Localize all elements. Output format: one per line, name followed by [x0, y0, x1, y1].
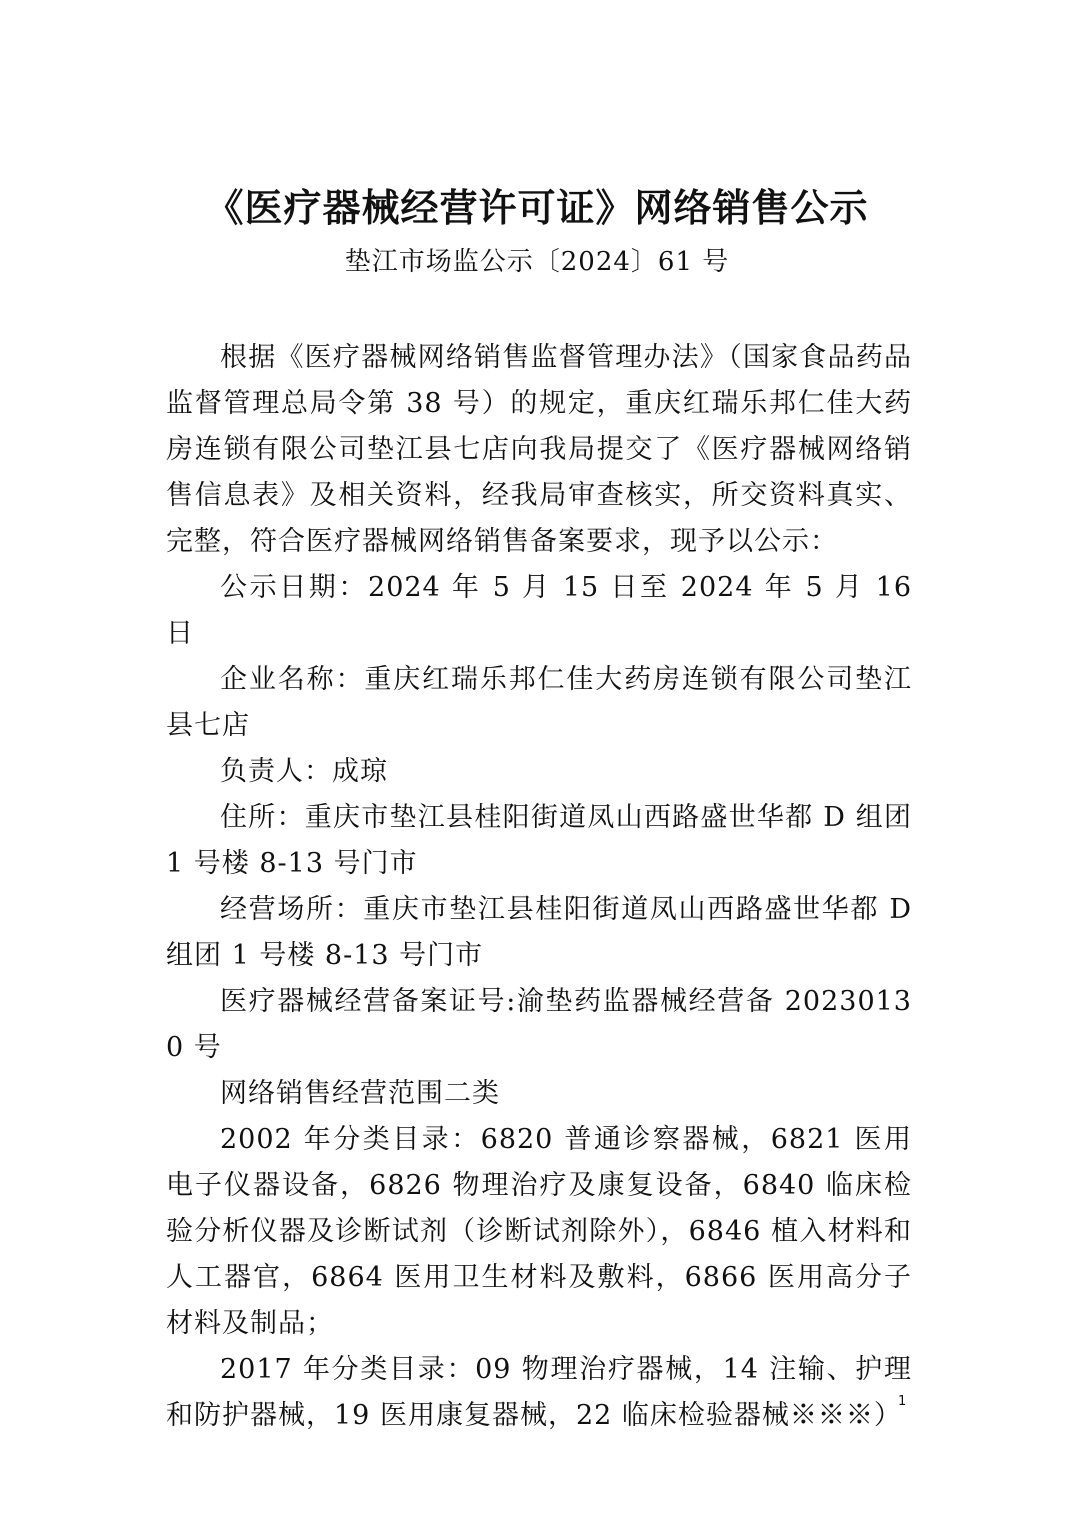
catalog-2002: 2002 年分类目录：6820 普通诊察器械，6821 医用电子仪器设备，6826 物理治疗及康复设备，6840 临床检验分析仪器及诊断试剂（诊断试剂除外），6846 植入材料和人工器官，6864 医用卫生材料及敷料，6866 医用高分子材料及制品；: [166, 1124, 912, 1339]
filing-certificate-number: 医疗器械经营备案证号:渝垫药监器械经营备 20230130 号: [166, 986, 912, 1063]
business-premises: 经营场所：重庆市垫江县桂阳街道凤山西路盛世华都 D 组团 1 号楼 8-13 号门市: [166, 894, 912, 971]
catalog-2017: 2017 年分类目录：09 物理治疗器械，14 注输、护理和防护器械，19 医用康复器械，22 临床检验器械※※※）: [166, 1354, 912, 1431]
responsible-person: 负责人：成琼: [220, 756, 388, 787]
intro-paragraph: 根据《医疗器械网络销售监督管理办法》（国家食品药品监督管理总局令第 38 号）的规定，重庆红瑞乐邦仁佳大药房连锁有限公司垫江县七店向我局提交了《医疗器械网络销售信息表》及相关资料，经我局审查核实，所交资料真实、完整，符合医疗器械网络销售备案要求，现予以公示：: [166, 342, 912, 557]
document-number: 垫江市场监公示〔2024〕61 号: [344, 247, 730, 277]
document-title: 《医疗器械经营许可证》网络销售公示: [205, 185, 869, 230]
page-number: 1: [898, 1394, 907, 1409]
company-name: 企业名称：重庆红瑞乐邦仁佳大药房连锁有限公司垫江县七店: [166, 664, 912, 741]
publicity-date: 公示日期：2024 年 5 月 15 日至 2024 年 5 月 16 日: [166, 572, 912, 649]
business-scope-heading: 网络销售经营范围二类: [220, 1078, 500, 1109]
residence-address: 住所：重庆市垫江县桂阳街道凤山西路盛世华都 D 组团 1 号楼 8-13 号门市: [166, 802, 912, 879]
document-body: [166, 335, 912, 1439]
